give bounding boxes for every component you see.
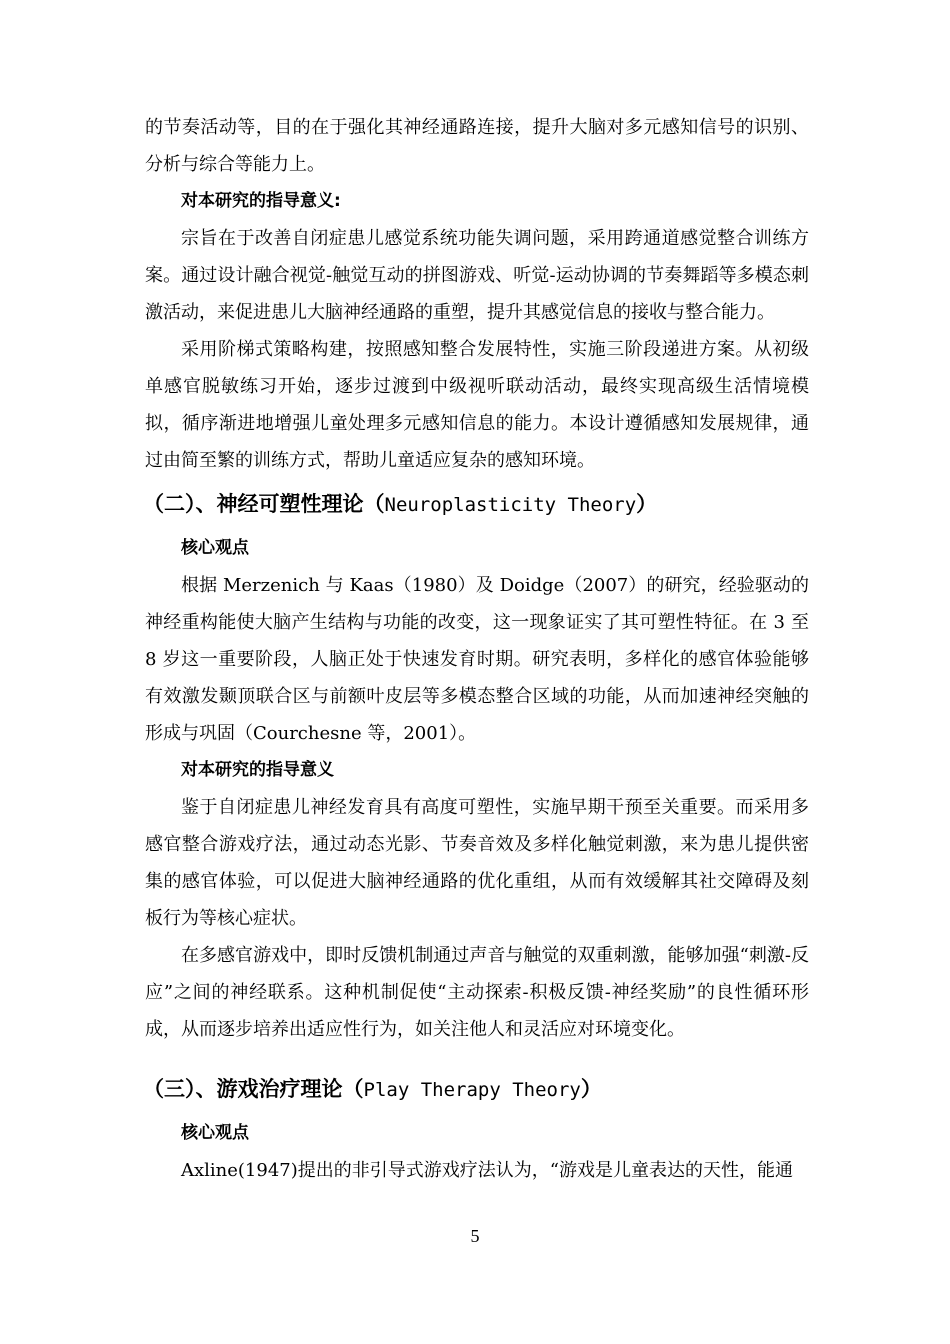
- section-heading-play-therapy: [143, 1064, 809, 1115]
- paragraph-continuation: 的节奏活动等，目的在于强化其神经通路连接，提升大脑对多元感知信号的识别、分析与综合等能力上。: [145, 117, 809, 175]
- section-heading-neuroplasticity-suffix: ）: [636, 492, 658, 516]
- subheading-guidance-2: 对本研究的指导意义: [181, 760, 334, 780]
- subheading-guidance-1: 对本研究的指导意义:: [181, 191, 341, 211]
- section-heading-neuroplasticity-latin: Neuroplasticity Theory: [384, 494, 637, 516]
- page-number: 5: [470, 1226, 480, 1246]
- subheading-core-view-1: 核心观点: [181, 538, 249, 558]
- section-heading-neuroplasticity-prefix: （二）、神经可塑性理论（: [143, 492, 385, 516]
- paragraph-staged-strategy: 采用阶梯式策略构建，按照感知整合发展特性，实施三阶段递进方案。从初级单感官脱敏练习开始，逐步过渡到中级视听联动活动，最终实现高级生活情境模拟，循序渐进地增强儿童处理多元感知信息的能力。本设计遵循感知发展规律，通过由简至繁的训练方式，帮助儿童适应复杂的感知环境。: [145, 339, 809, 471]
- paragraph-early-intervention: 鉴于自闭症患儿神经发育具有高度可塑性，实施早期干预至关重要。而采用多感官整合游戏疗法，通过动态光影、节奏音效及多样化触觉刺激，来为患儿提供密集的感官体验，可以促进大脑神经通路的优化重组，从而有效缓解其社交障碍及刻板行为等核心症状。: [145, 797, 809, 929]
- section-heading-play-therapy-suffix: ）: [580, 1077, 602, 1101]
- paragraph-neuroplasticity-research: 根据 Merzenich 与 Kaas（1980）及 Doidge（2007）的研究，经验驱动的神经重构能使大脑产生结构与功能的改变，这一现象证实了其可塑性特征。在 3 至 8 岁这一重要阶段，人脑正处于快速发育时期。研究表明，多样化的感官体验能够有效激发颞顶联合区与前额叶皮层等多模态整合区域的功能，从而加速神经突触的形成与巩固（Courchesne 等，2001）。: [145, 575, 809, 744]
- subheading-core-view-2: 核心观点: [181, 1123, 249, 1143]
- paragraph-sensory-integration-purpose: 宗旨在于改善自闭症患儿感觉系统功能失调问题，采用跨通道感觉整合训练方案。通过设计融合视觉-触觉互动的拼图游戏、听觉-运动协调的节奏舞蹈等多模态刺激活动，来促进患儿大脑神经通路的重塑，提升其感觉信息的接收与整合能力。: [145, 228, 809, 323]
- section-heading-neuroplasticity: [143, 479, 809, 530]
- paragraph-feedback-mechanism: 在多感官游戏中，即时反馈机制通过声音与触觉的双重刺激，能够加强“刺激-反应”之间的神经联系。这种机制促使“主动探索-积极反馈-神经奖励”的良性循环形成，从而逐步培养出适应性行为，如关注他人和灵活应对环境变化。: [145, 945, 809, 1040]
- section-spacer: [145, 1048, 809, 1064]
- section-heading-play-therapy-latin: Play Therapy Theory: [363, 1079, 581, 1101]
- page-content: [145, 109, 809, 1189]
- section-heading-play-therapy-prefix: （三）、游戏治疗理论（: [143, 1077, 364, 1101]
- paragraph-axline: Axline(1947)提出的非引导式游戏疗法认为，“游戏是儿童表达的天性，能通: [181, 1160, 793, 1181]
